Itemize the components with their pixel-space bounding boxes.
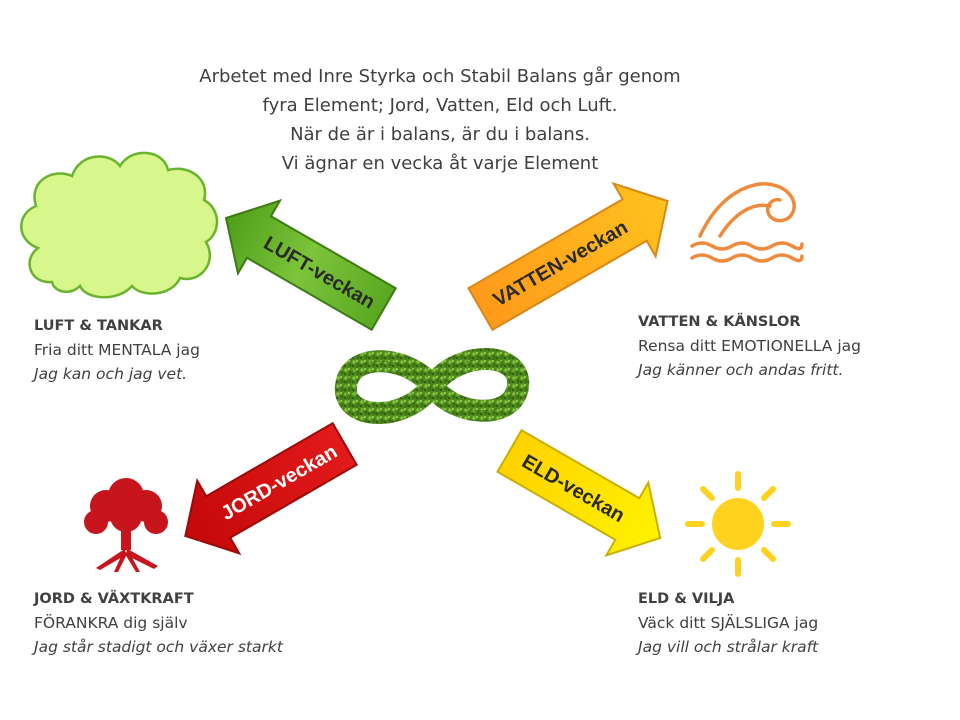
element-line-jord: FÖRANKRA dig själv xyxy=(34,614,188,632)
intro-line-2: fyra Element; Jord, Vatten, Eld och Luft. xyxy=(262,95,618,116)
arrow-luft xyxy=(205,182,405,346)
intro-line-4: Vi ägnar en vecka åt varje Element xyxy=(281,153,599,174)
element-affirmation-eld: Jag vill och strålar kraft xyxy=(638,638,819,656)
arrow-eld-label: ELD-veckan xyxy=(518,450,629,528)
element-line-eld: Väck ditt SJÄLSLIGA jag xyxy=(638,614,819,632)
infinity-icon xyxy=(346,359,518,413)
element-title-vatten: VATTEN & KÄNSLOR xyxy=(638,314,801,330)
intro-line-1: Arbetet med Inre Styrka och Stabil Balans går genom xyxy=(199,66,681,87)
sun-icon xyxy=(688,474,788,574)
wave-icon xyxy=(692,184,802,261)
element-affirmation-vatten: Jag känner och andas fritt. xyxy=(638,361,844,379)
arrow-luft-label: LUFT-veckan xyxy=(259,232,379,314)
element-block-eld xyxy=(638,587,818,659)
arrow-jord-label: JORD-veckan xyxy=(217,440,342,525)
element-block-jord xyxy=(34,587,283,659)
tree-icon xyxy=(84,478,168,572)
element-line-luft: Fria ditt MENTALA jag xyxy=(34,341,200,359)
element-title-luft: LUFT & TANKAR xyxy=(34,318,163,334)
element-affirmation-jord: Jag står stadigt och växer starkt xyxy=(34,638,283,656)
intro-text xyxy=(150,62,730,178)
element-title-jord: JORD & VÄXTKRAFT xyxy=(34,591,194,607)
arrow-eld xyxy=(489,415,682,575)
element-block-vatten xyxy=(638,310,861,382)
element-block-luft xyxy=(34,314,200,386)
arrow-jord xyxy=(164,408,365,573)
intro-line-3: När de är i balans, är du i balans. xyxy=(290,124,590,145)
arrow-vatten-label: VATTEN-veckan xyxy=(489,216,632,312)
element-title-eld: ELD & VILJA xyxy=(638,591,735,607)
element-line-vatten: Rensa ditt EMOTIONELLA jag xyxy=(638,337,861,355)
element-affirmation-luft: Jag kan och jag vet. xyxy=(34,365,188,383)
